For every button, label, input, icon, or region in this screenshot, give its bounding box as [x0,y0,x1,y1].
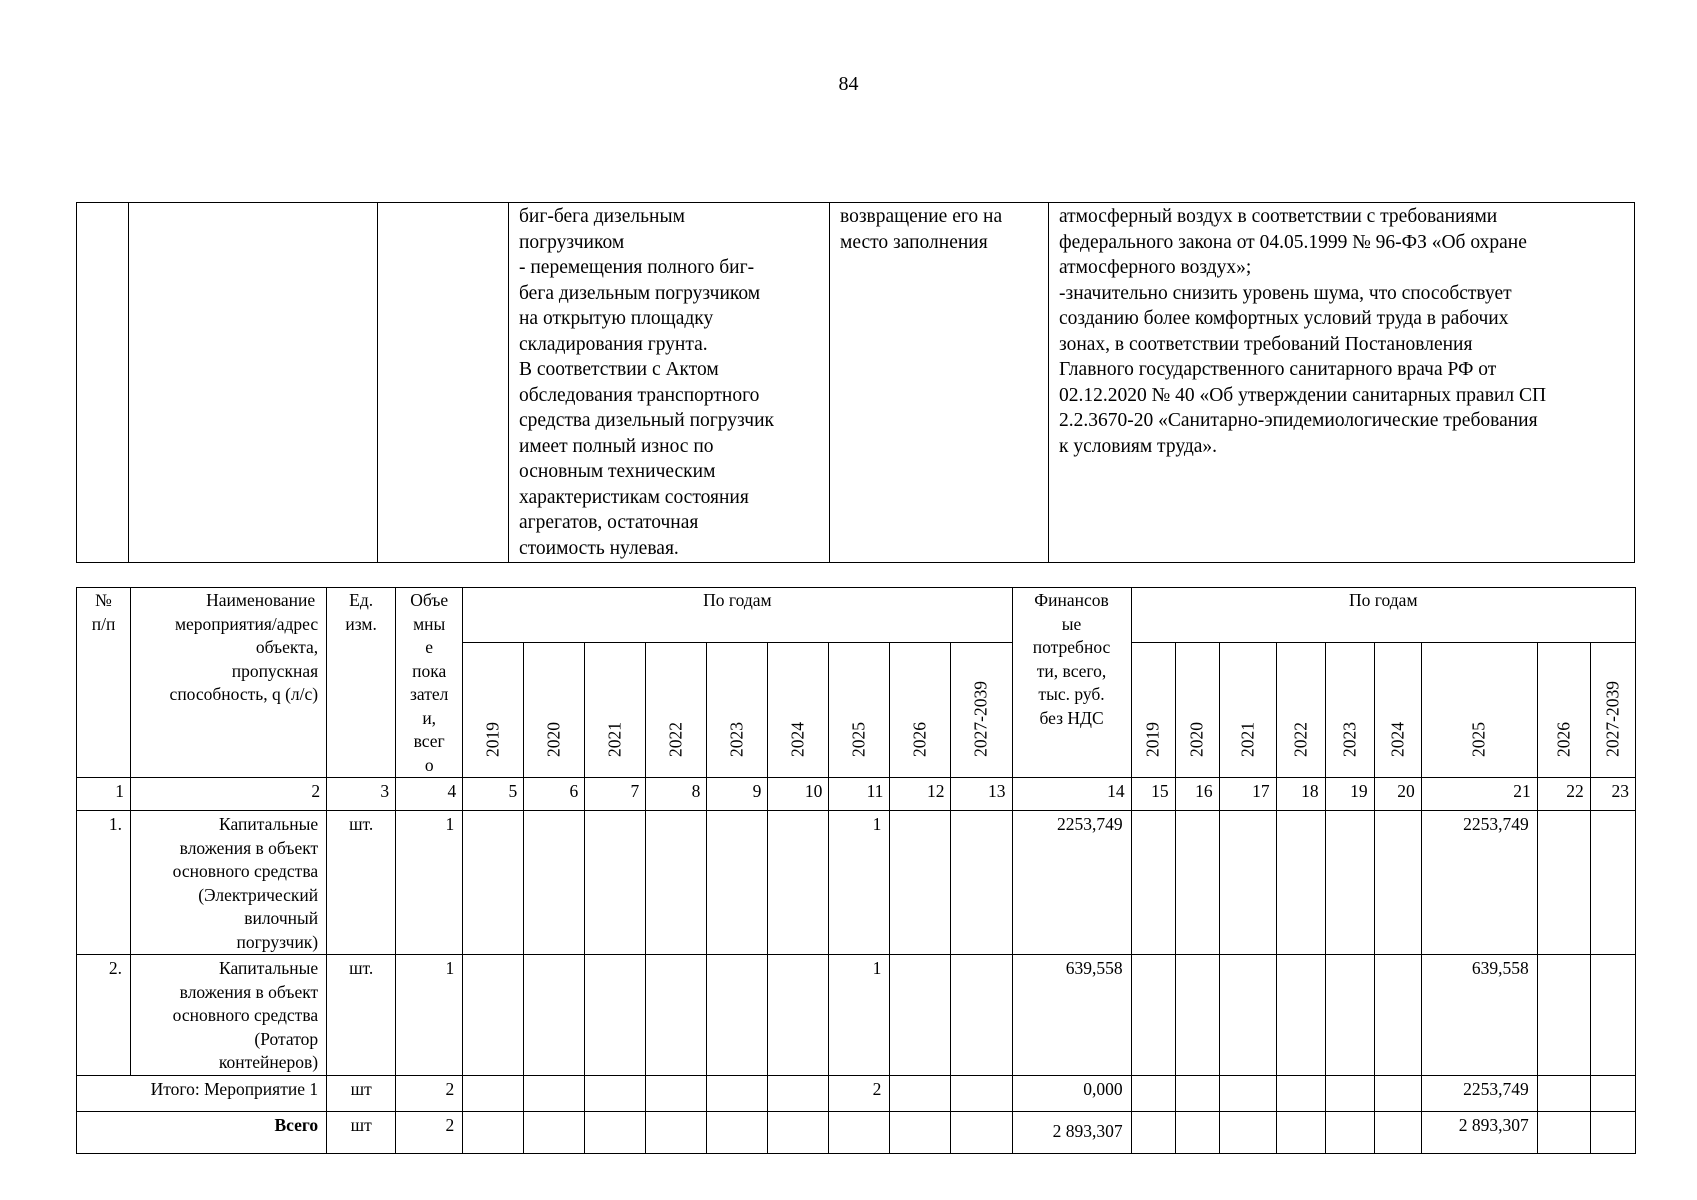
cont-cell-effect [1049,203,1635,563]
row-finance: 2253,749 [1012,811,1131,955]
column-number: 6 [524,778,585,811]
column-number: 11 [829,778,890,811]
text-line: на открытую площадку [519,308,714,329]
continuation-table [76,202,1635,563]
column-number: 10 [768,778,829,811]
text-line: - перемещения полного биг- [519,257,755,278]
header-num: № п/п [77,588,131,778]
column-number: 14 [1012,778,1131,811]
year-header: 2020 [1175,642,1219,777]
text-line: атмосферного воздух»; [1059,257,1252,278]
year-header: 2025 [829,642,890,777]
column-number: 13 [951,778,1012,811]
column-number: 1 [77,778,131,811]
total-row [77,1111,1636,1153]
page-number: 84 [838,73,859,95]
text-line: бега дизельным погрузчиком [519,282,761,304]
year-header: 2020 [524,642,585,777]
row-2025-finance: 2253,749 [1421,811,1537,955]
year-header: 2026 [1537,642,1590,777]
subtotal-volume: 2 [396,1075,463,1111]
column-number: 17 [1219,778,1276,811]
total-volume: 2 [396,1111,463,1153]
year-header: 2022 [646,642,707,777]
column-number: 12 [890,778,951,811]
subtotal-row [77,1075,1636,1111]
year-header: 2022 [1276,642,1325,777]
column-number: 9 [707,778,768,811]
header-by-years-finance: По годам [1131,588,1635,643]
text-line: 02.12.2020 № 40 «Об утверждении санитарных правил СП [1059,384,1547,406]
header-volume: Объе мны е пока зател и, всег о [396,588,463,778]
text-line: к условиям труда». [1059,435,1218,457]
row-finance: 639,558 [1012,955,1131,1076]
text-line: Главного государственного санитарного врача РФ от [1059,359,1497,380]
text-line: обследования транспортного [519,384,760,406]
text-line: федерального закона от 04.05.1999 № 96-ФЗ «Об охране [1059,231,1527,253]
table-row [77,811,1636,955]
cont-cell-3 [378,203,509,563]
column-number: 2 [131,778,327,811]
text-line: имеет полный износ по [519,435,714,457]
column-number: 18 [1276,778,1325,811]
row-volume: 1 [396,955,463,1076]
row-unit: шт. [327,955,396,1076]
row-2025-finance: 639,558 [1421,955,1537,1076]
total-finance: 2 893,307 [1012,1111,1131,1153]
year-header: 2025 [1421,642,1537,777]
subtotal-2025-count: 2 [829,1075,890,1111]
header-by-years-count: По годам [463,588,1012,643]
cont-cell-action [830,203,1049,563]
text-line: биг-бега дизельным [519,206,685,227]
column-number: 22 [1537,778,1590,811]
text-line: созданию более комфортных условий труда в рабочих [1059,308,1509,329]
column-number: 3 [327,778,396,811]
column-number: 4 [396,778,463,811]
subtotal-finance: 0,000 [1012,1075,1131,1111]
column-number: 19 [1325,778,1374,811]
year-header: 2021 [1219,642,1276,777]
text-line: место заполнения [840,231,988,253]
column-number-row [77,778,1636,811]
total-label: Всего [77,1111,327,1153]
row-unit: шт. [327,811,396,955]
subtotal-2025-finance: 2253,749 [1421,1075,1537,1111]
year-header: 2023 [707,642,768,777]
cont-cell-2 [129,203,378,563]
text-line: стоимость нулевая. [519,537,679,559]
year-header: 2024 [1374,642,1421,777]
column-number: 5 [463,778,524,811]
text-line: возвращение его на [840,206,1003,227]
text-line: 2.2.3670-20 «Санитарно-эпидемиологические требования [1059,410,1538,431]
row-name: Капитальные вложения в объект основного средства (Ротатор контейнеров) [131,955,327,1076]
cont-cell-description [509,203,830,563]
text-line: атмосферный воздух в соответствии с требованиями [1059,206,1498,227]
row-volume: 1 [396,811,463,955]
header-name: Наименование мероприятия/адрес объекта, пропускная способность, q (л/с) [131,588,327,778]
text-line: характеристикам состояния [519,486,749,508]
row-num: 2. [77,955,131,1076]
column-number: 20 [1374,778,1421,811]
column-number: 23 [1590,778,1635,811]
column-number: 16 [1175,778,1219,811]
year-header: 2023 [1325,642,1374,777]
text-line: В соответствии с Актом [519,359,719,380]
text-line: погрузчиком [519,231,625,253]
year-header: 2024 [768,642,829,777]
cont-cell-1 [77,203,129,563]
year-header: 2021 [585,642,646,777]
text-line: зонах, в соответствии требований Постановления [1059,333,1473,355]
row-num: 1. [77,811,131,955]
subtotal-label: Итого: Мероприятие 1 [77,1075,327,1111]
plan-table [76,587,1636,1154]
row-name: Капитальные вложения в объект основного средства (Электрический вилочный погрузчик) [131,811,327,955]
column-number: 8 [646,778,707,811]
total-unit: шт [327,1111,396,1153]
subtotal-unit: шт [327,1075,396,1111]
row-2025-count: 1 [829,955,890,1076]
year-header: 2019 [463,642,524,777]
text-line: -значительно снизить уровень шума, что способствует [1059,282,1512,304]
column-number: 15 [1131,778,1175,811]
column-number: 21 [1421,778,1537,811]
row-2025-count: 1 [829,811,890,955]
table-row [77,955,1636,1076]
year-header: 2027-2039 [951,642,1012,777]
column-number: 7 [585,778,646,811]
text-line: средства дизельный погрузчик [519,410,775,431]
year-header: 2026 [890,642,951,777]
total-2025-finance: 2 893,307 [1421,1111,1537,1153]
header-finance: Финансов ые потребнос ти, всего, тыс. руб. без НДС [1012,588,1131,778]
text-line: складирования грунта. [519,333,708,355]
text-line: агрегатов, остаточная [519,512,699,533]
text-line: основным техническим [519,461,716,482]
year-header: 2027-2039 [1590,642,1635,777]
year-header: 2019 [1131,642,1175,777]
header-unit: Ед. изм. [327,588,396,778]
